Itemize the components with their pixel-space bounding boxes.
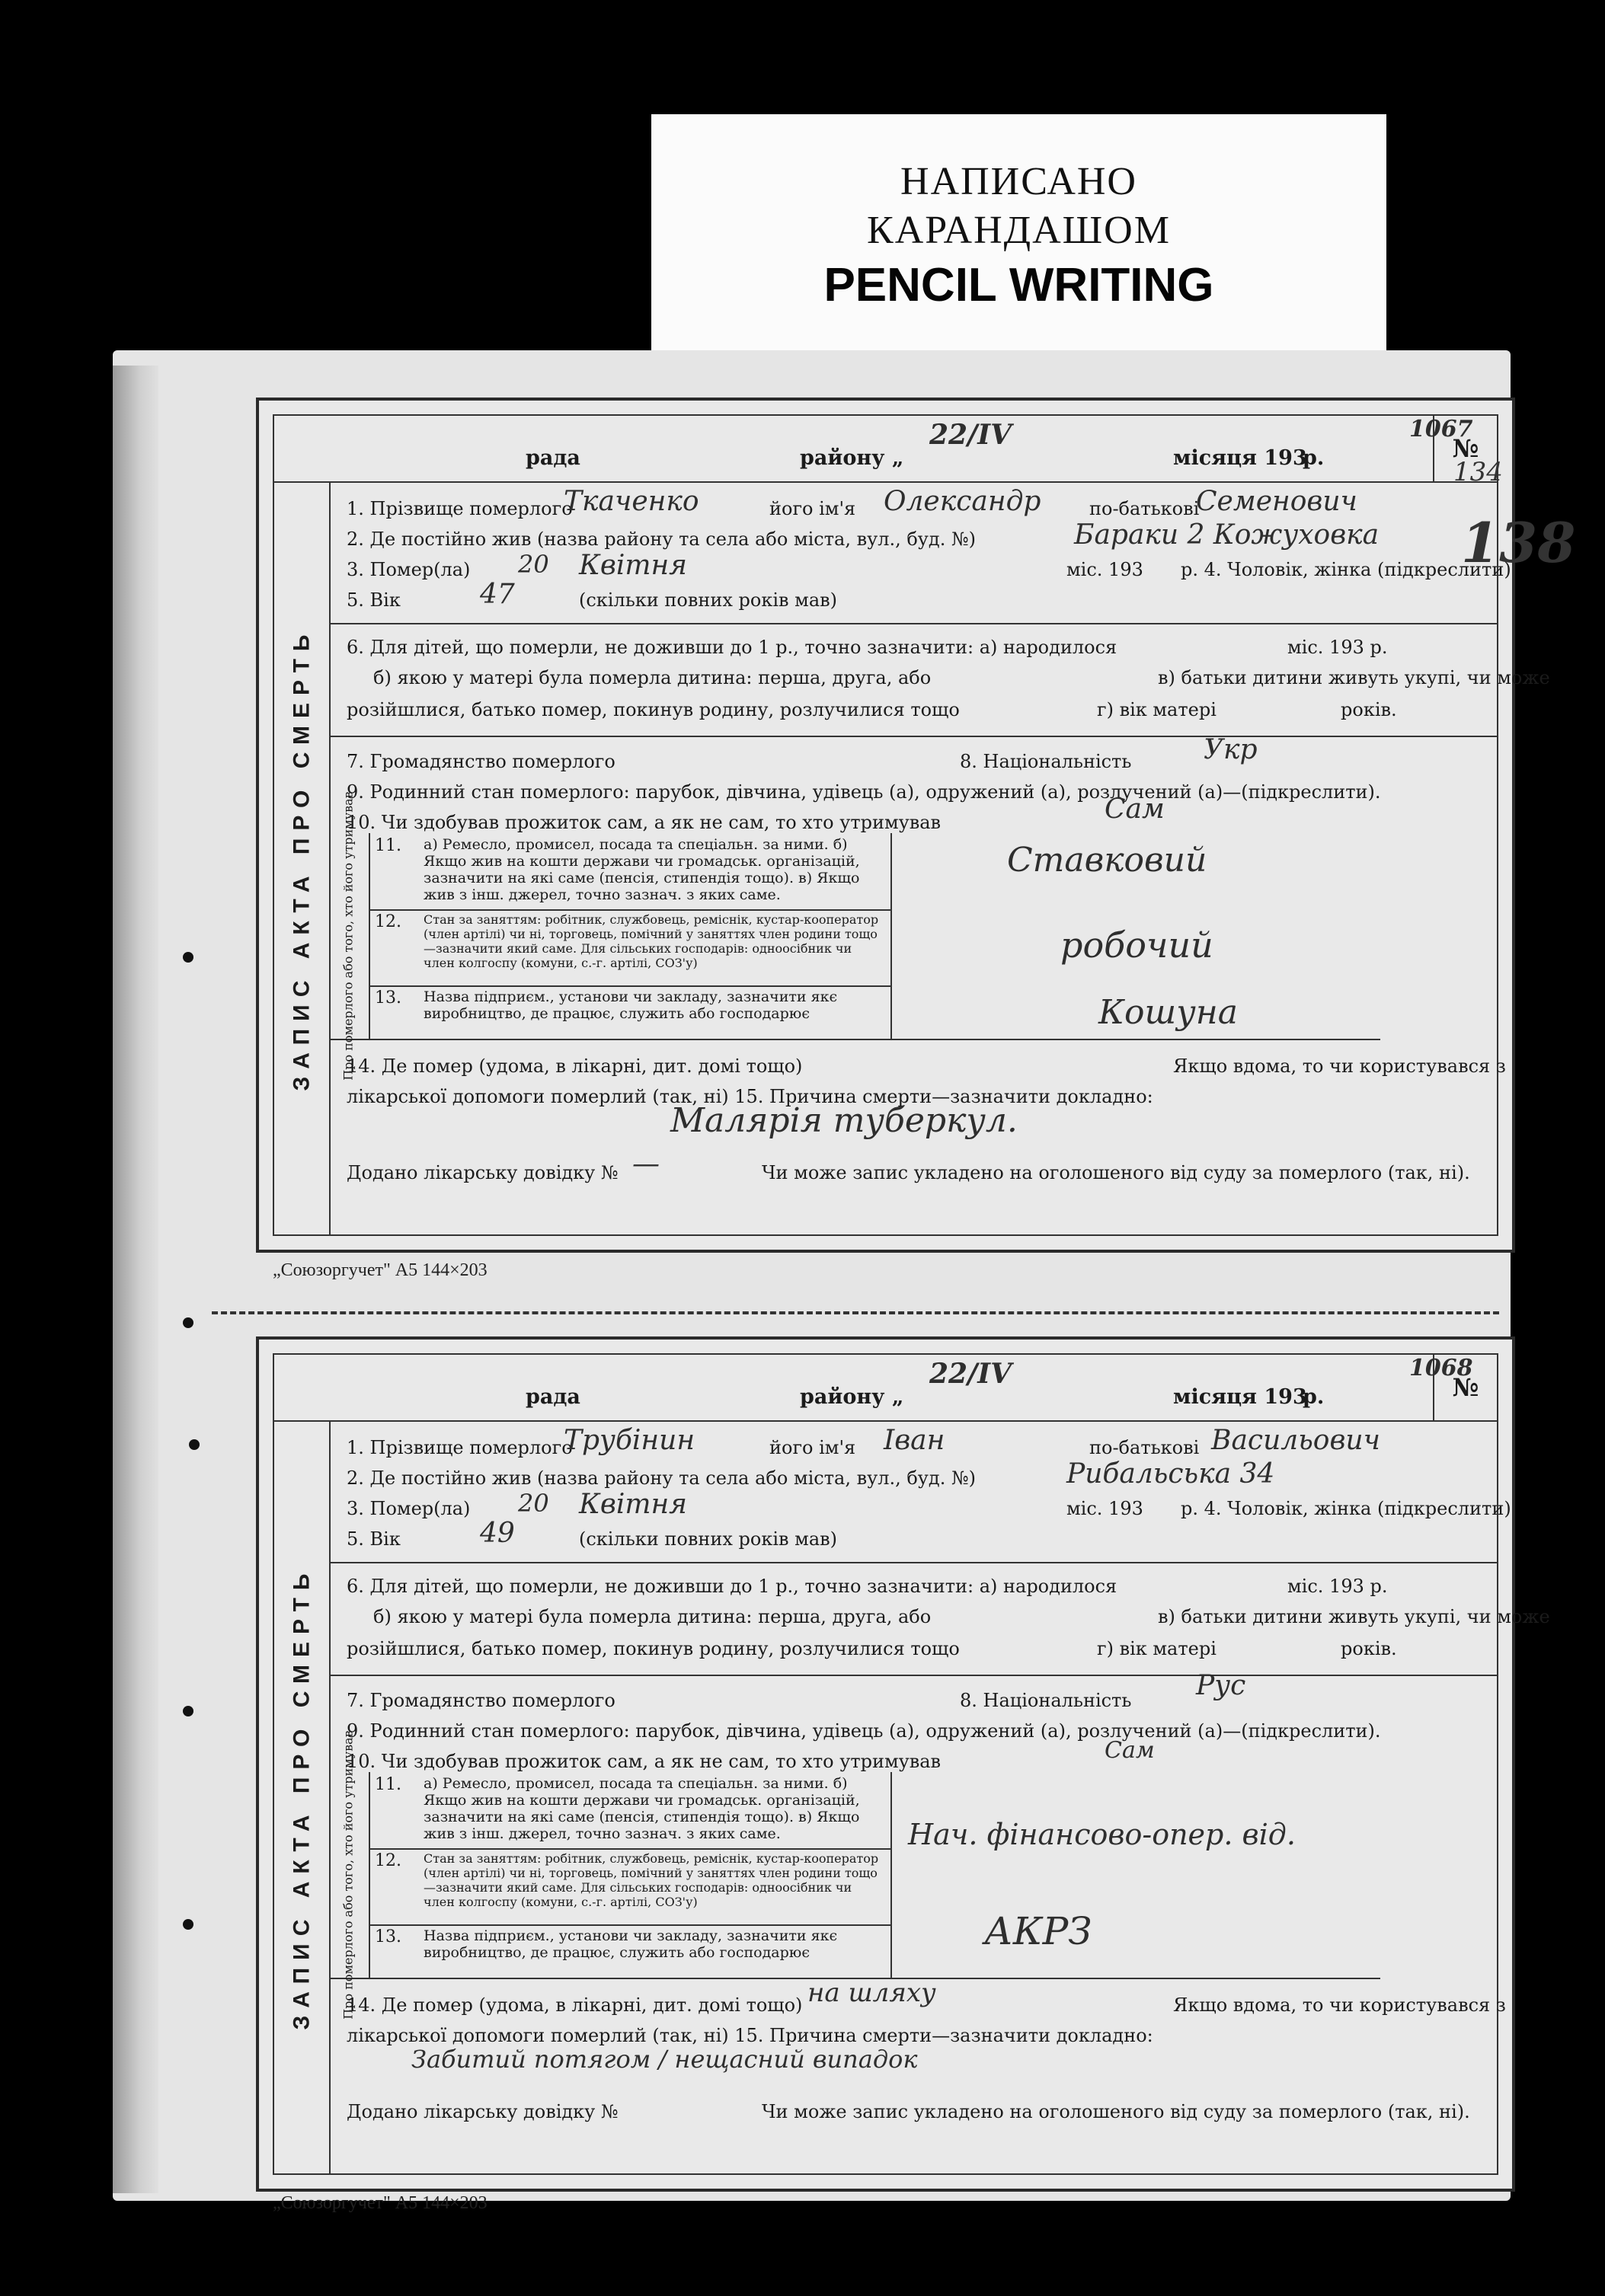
form-header [274, 1355, 1497, 1422]
nationality-handwritten: Укр [1204, 734, 1258, 765]
record-number-handwritten: 1068 [1409, 1355, 1473, 1381]
number-sign: № [1452, 434, 1479, 463]
record-date-handwritten: 22/IV [929, 419, 1012, 451]
field-11-number: 11. [375, 1775, 401, 1794]
year-r-label: р. [1303, 1385, 1325, 1409]
month-label: місяця 193 [1173, 446, 1307, 470]
field-11-cell [369, 833, 892, 911]
field-13-text: Назва підприєм., установи чи закладу, зазначити якє виробництво, де працює, служить або господарює [424, 1927, 838, 1961]
page-binding-edge [113, 366, 158, 2193]
died-month-handwritten: Квітня [579, 550, 688, 581]
field-12-text: Стан за заняттям: робітник, службовець, реміснік, кустар-кооператор (член артілі) чи ні, торговець, помічний у заняттях член родини тощо—зазначити який саме. Для сільських господарів: одноосібник чи член колгоспу (комуни, с.-г. артілі, СОЗ'у) [424, 1851, 879, 1909]
field-12-cell [369, 909, 892, 987]
died-month-handwritten: Квітня [579, 1489, 688, 1520]
field-5-age-tail: (скільки повних років мав) [579, 589, 838, 611]
address-handwritten: Бараки 2 Кожуховка [1074, 519, 1380, 551]
side-title-text: ЗАПИС АКТА ПРО СМЕРТЬ [289, 1566, 314, 2029]
field-5-age-label: 5. Вік [347, 1528, 401, 1550]
field-6a-tail: міс. 193 р. [1287, 1576, 1388, 1597]
number-sign: № [1452, 1373, 1479, 1402]
field-2-address-label: 2. Де постійно жив (назва району та села або міста, вул., буд. №) [347, 1467, 977, 1489]
occupation-vertical-label [329, 1730, 370, 2020]
age-handwritten: 47 [480, 579, 515, 610]
surname-handwritten: Ткаченко [564, 486, 699, 517]
patronymic-handwritten: Семенович [1196, 486, 1357, 517]
cause-handwritten: Малярія туберкул. [670, 1101, 1018, 1140]
self-support-handwritten: Сам [1105, 1737, 1155, 1764]
field-14-tail: Якщо вдома, то чи користувався з [1173, 1994, 1506, 2016]
surname-handwritten: Трубінин [564, 1425, 695, 1456]
field-15-cause-label: лікарської допомоги померлий (так, ні) 15. Причина смерти—зазначити докладно: [347, 2025, 1153, 2046]
death-record-form-2 [256, 1336, 1550, 2192]
workplace-handwritten: Кошуна [1098, 993, 1238, 1032]
rayonu-label: району „ [800, 446, 904, 470]
field-6c-years: років. [1341, 1638, 1397, 1659]
field-6c-years: років. [1341, 699, 1397, 720]
field-1-name-label: його ім'я [769, 498, 856, 519]
register-page [113, 350, 1576, 2213]
rada-label: рада [526, 1385, 580, 1409]
field-6a-label: 6. Для дітей, що померли, не доживши до 1 р., точно зазначити: а) народилося [347, 637, 1117, 658]
occupation-handwritten: Ставковий [1007, 841, 1207, 880]
field-6c-label: розійшлися, батько помер, покинув родину, розлучилися тощо [347, 1638, 960, 1659]
field-8-nationality-label: 8. Національність [960, 751, 1132, 772]
cause-handwritten: Забитий потягом / нещасний випадок [411, 2045, 918, 2074]
rayonu-label: району „ [800, 1385, 904, 1409]
field-6b-tail: в) батьки дитини живуть укупі, чи може [1158, 667, 1550, 688]
print-mark-1: „Союзоргучет" А5 144×203 [273, 1260, 488, 1280]
doc-attached-label: Додано лікарську довідку № [347, 2101, 619, 2122]
month-label: місяця 193 [1173, 1385, 1307, 1409]
field-6a-label: 6. Для дітей, що померли, не доживши до 1 р., точно зазначити: а) народилося [347, 1576, 1117, 1597]
field-11-text: а) Ремесло, промисел, посада та спеціальн. за ними. б) Якщо жив на кошти держави чи громадськ. організацій, зазначити на які саме (пенсія, стипендія тощо). в) Якщо жив з інш. джерел, точно зазнач. з яких саме. [424, 1775, 860, 1842]
field-7-citizenship-label: 7. Громадянство померлого [347, 1690, 615, 1711]
court-question-label: Чи може запис укладено на оголошеного від суду за померлого (так, ні). [762, 1162, 1470, 1183]
nationality-handwritten: Рус [1196, 1670, 1246, 1701]
field-4-sex-label: р. 4. Чоловік, жінка (підкреслити) [1181, 559, 1511, 580]
field-1-name-label: його ім'я [769, 1437, 856, 1458]
occupation-vertical-label [329, 791, 370, 1081]
tally-handwritten: 134 [1453, 457, 1503, 487]
field-3-month-year-label: міс. 193 [1066, 559, 1143, 580]
field-12-number: 12. [375, 912, 401, 931]
row-separator [329, 736, 1497, 737]
place-of-death-handwritten: на шляху [807, 1978, 936, 2008]
name-handwritten: Іван [884, 1425, 945, 1456]
row-separator [329, 1562, 1497, 1563]
side-title [274, 1422, 331, 2173]
field-12-number: 12. [375, 1851, 401, 1870]
label-line-2: КАРАНДАШОМ [867, 209, 1171, 252]
row-separator [329, 1675, 1497, 1676]
patronymic-handwritten: Васильович [1211, 1425, 1380, 1456]
field-1-surname-label: 1. Прізвище померлого [347, 1437, 573, 1458]
field-5-age-label: 5. Вік [347, 589, 401, 611]
field-14-label: 14. Де помер (удома, в лікарні, дит. домі тощо) [347, 1055, 803, 1077]
record-number-handwritten: 1067 [1409, 416, 1473, 442]
field-4-sex-label: р. 4. Чоловік, жінка (підкреслити) [1181, 1498, 1511, 1519]
field-13-number: 13. [375, 1927, 401, 1946]
field-1-patronymic-label: по-батькові [1089, 498, 1200, 519]
field-14-label: 14. Де помер (удома, в лікарні, дит. домі тощо) [347, 1994, 803, 2016]
tally2-handwritten: 138 [1461, 510, 1576, 575]
field-5-age-tail: (скільки повних років мав) [579, 1528, 838, 1550]
label-line-3: PENCIL WRITING [823, 259, 1214, 311]
field-1-patronymic-label: по-батькові [1089, 1437, 1200, 1458]
binding-hole [189, 1439, 200, 1450]
field-13-text: Назва підприєм., установи чи закладу, зазначити якє виробництво, де працює, служить або господарює [424, 988, 838, 1022]
side-title [274, 483, 331, 1234]
field-12-text: Стан за заняттям: робітник, службовець, реміснік, кустар-кооператор (член артілі) чи ні, торговець, помічний у заняттях член родини тощо—зазначити який саме. Для сільських господарів: одноосібник чи член колгоспу (комуни, с.-г. артілі, СОЗ'у) [424, 912, 879, 970]
field-9-marital-label: 9. Родинний стан померлого: парубок, дівчина, удівець (а), одружений (а), розлучений (а)—(підкреслити). [347, 1720, 1381, 1742]
rada-label: рада [526, 446, 580, 470]
binding-hole [183, 952, 193, 963]
status-handwritten: робочий [1060, 924, 1213, 966]
field-6c-mother-age: г) вік матері [1097, 1638, 1217, 1659]
binding-hole [183, 1919, 193, 1930]
address-handwritten: Рибальська 34 [1066, 1458, 1275, 1490]
field-10-support-label: 10. Чи здобував прожиток сам, а як не сам, то хто утримував [347, 812, 942, 833]
field-13-number: 13. [375, 988, 401, 1007]
pencil-writing-label [651, 114, 1386, 359]
field-2-address-label: 2. Де постійно жив (назва району та села або міста, вул., буд. №) [347, 528, 977, 550]
field-6c-mother-age: г) вік матері [1097, 699, 1217, 720]
field-11-text: а) Ремесло, промисел, посада та спеціальн. за ними. б) Якщо жив на кошти держави чи громадськ. організацій, зазначити на які саме (пенсія, стипендія тощо). в) Якщо жив з інш. джерел, точно зазнач. з яких саме. [424, 836, 860, 903]
died-day-handwritten: 20 [518, 1489, 549, 1518]
field-6b-label: б) якою у матері була померла дитина: перша, друга, або [373, 667, 932, 688]
age-handwritten: 49 [480, 1518, 515, 1549]
field-10-support-label: 10. Чи здобував прожиток сам, а як не сам, то хто утримував [347, 1751, 942, 1772]
field-9-marital-label: 9. Родинний стан померлого: парубок, дівчина, удівець (а), одружений (а), розлучений (а)—(підкреслити). [347, 781, 1381, 803]
occupation-vertical-text: Про померлого або того, хто його утримував [341, 1730, 356, 2020]
field-6b-tail: в) батьки дитини живуть укупі, чи може [1158, 1606, 1550, 1627]
field-6c-label: розійшлися, батько помер, покинув родину, розлучилися тощо [347, 699, 960, 720]
binding-hole [183, 1706, 193, 1716]
field-7-citizenship-label: 7. Громадянство померлого [347, 751, 615, 772]
died-day-handwritten: 20 [518, 550, 549, 579]
side-title-text: ЗАПИС АКТА ПРО СМЕРТЬ [289, 627, 314, 1091]
workplace-handwritten: АКРЗ [984, 1909, 1092, 1953]
doc-number-handwritten: — [632, 1148, 660, 1180]
occupation-vertical-text: Про померлого або того, хто його утримував [341, 791, 356, 1081]
field-11-cell [369, 1772, 892, 1850]
self-support-handwritten: Сам [1105, 794, 1165, 825]
field-15-cause-label: лікарської допомоги померлий (так, ні) 15. Причина смерти—зазначити докладно: [347, 1086, 1153, 1107]
record-date-handwritten: 22/IV [929, 1358, 1012, 1390]
court-question-label: Чи може запис укладено на оголошеного від суду за померлого (так, ні). [762, 2101, 1470, 2122]
doc-attached-label: Додано лікарську довідку № [347, 1162, 619, 1183]
field-1-surname-label: 1. Прізвище померлого [347, 498, 573, 519]
field-8-nationality-label: 8. Національність [960, 1690, 1132, 1711]
print-mark-2: „Союзоргучет" А5 144×203 [273, 2193, 488, 2213]
field-3-month-year-label: міс. 193 [1066, 1498, 1143, 1519]
year-r-label: р. [1303, 446, 1325, 470]
occupation-handwritten: Нач. фінансово-опер. від. [908, 1818, 1296, 1851]
field-11-number: 11. [375, 836, 401, 855]
field-3-died-label: 3. Помер(ла) [347, 1498, 471, 1519]
field-14-tail: Якщо вдома, то чи користувався з [1173, 1055, 1506, 1077]
field-6b-label: б) якою у матері була померла дитина: перша, друга, або [373, 1606, 932, 1627]
form-header [274, 416, 1497, 483]
field-3-died-label: 3. Помер(ла) [347, 559, 471, 580]
field-12-cell [369, 1848, 892, 1926]
label-line-1: НАПИСАНО [900, 160, 1137, 203]
binding-hole [183, 1317, 193, 1328]
field-13-cell [369, 985, 892, 1039]
field-6a-tail: міс. 193 р. [1287, 637, 1388, 658]
name-handwritten: Олександр [884, 486, 1041, 517]
cut-line [212, 1311, 1499, 1314]
field-13-cell [369, 1924, 892, 1978]
row-separator [329, 623, 1497, 624]
